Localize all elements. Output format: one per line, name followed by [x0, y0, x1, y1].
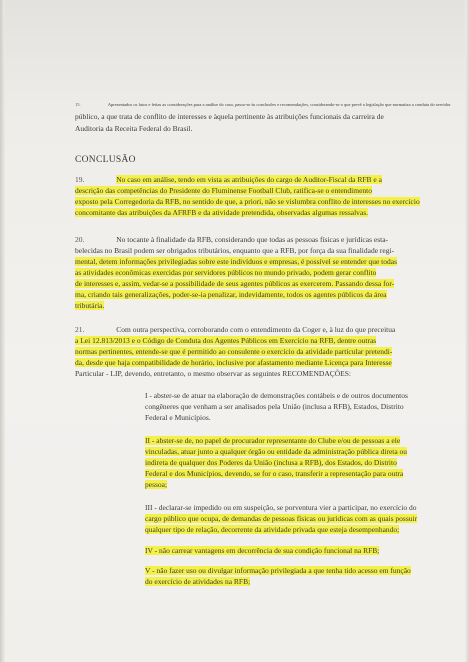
- recommendation-ii-line-4: [145, 469, 403, 478]
- paragraph-number: 19.: [75, 175, 85, 184]
- recommendation-ii-line-3: [145, 458, 397, 467]
- paragraph-20-line-5: [75, 279, 394, 288]
- recommendation-iii-line-2: [145, 514, 417, 523]
- highlighted-text: pessoa;: [145, 480, 168, 489]
- paragraph-number: 21.: [75, 325, 85, 334]
- recommendation-ii-line-5: [145, 480, 167, 489]
- recommendation-ii-line-2: [145, 447, 407, 456]
- recommendation-iii-line-3: [145, 525, 399, 534]
- section-title: CONCLUSÃO: [75, 155, 136, 165]
- paragraph-20-line-3: [75, 257, 397, 266]
- highlighted-text: exposto pela Corregedoria da RFB, no sentido de que, a priori, não se vislumbra conflito de interesses no exercício: [75, 197, 420, 206]
- paragraph-19-line-2: [75, 186, 372, 195]
- highlighted-text: do exercício de atividades na RFB;: [145, 577, 251, 586]
- paragraph-15-line-1: [75, 100, 451, 109]
- paragraph-20-line-2: belecidas no Brasil podem ser obrigados tributários, enquanto que a RFB, por força da sua finalidade regi-: [75, 246, 395, 255]
- recommendation-i-line-2: congêneres que venham a ser analisados pela União (inclusa a RFB), Estados, Distrito: [145, 402, 404, 411]
- paragraph-21-line-3: [75, 347, 392, 356]
- paragraph-number: 20.: [75, 235, 85, 244]
- recommendation-v-line-2: [145, 577, 250, 586]
- paragraph-19-line-4: [75, 208, 368, 217]
- highlighted-text: IV - não carrear vantagens em decorrência de sua condição funcional na RFB;: [145, 546, 380, 555]
- paragraph-21-line-1: [75, 325, 395, 334]
- paragraph-19-line-1: [75, 175, 382, 184]
- highlighted-text: qualquer tipo de relação, decorrente da atividade privada que esteja desempenhando;: [145, 525, 400, 534]
- page-left-edge-shadow: [0, 0, 5, 662]
- paragraph-21-line-4: [75, 358, 392, 367]
- highlighted-text: II - abster-se de, no papel de procurador representante do Clube e/ou de pessoas a ele: [145, 436, 401, 445]
- highlighted-text: as atividades econômicas exercidas por servidores públicos no mundo privado, podem gerar conflito: [75, 268, 377, 277]
- paragraph-21-line-2: [75, 336, 376, 345]
- paragraph-20-line-7: [75, 301, 104, 310]
- paragraph-20-line-4: [75, 268, 376, 277]
- highlighted-text: V - não fazer uso ou divulgar informação privilegiada a que tenha tido acesso em função: [145, 566, 411, 575]
- paragraph-21-line-5: Particular - LIP, devendo, entretanto, o mesmo observar as seguintes RECOMENDAÇÕES:: [75, 369, 351, 378]
- paragraph-text: No tocante à finalidade da RFB, considerando que todas as pessoas físicas e jurídicas esta-: [116, 235, 389, 244]
- recommendation-i-line-1: I - abster-se de atuar na elaboração de demonstrações contábeis e de outros documentos: [145, 391, 408, 400]
- paragraph-text: Com outra perspectiva, corroborando com o entendimento da Coger e, à luz do que preceitua: [116, 325, 396, 334]
- highlighted-text: tributária.: [75, 301, 105, 310]
- paragraph-19-line-3: [75, 197, 420, 206]
- highlighted-text: normas pertinentes, entende-se que é permitido ao consulente o exercício da atividade particular pretendi-: [75, 347, 393, 356]
- recommendation-iv-line-1: [145, 546, 379, 555]
- paragraph-15-line-3: Auditoria da Receita Federal do Brasil.: [75, 124, 193, 133]
- recommendation-iii-line-1: III - declarar-se impedido ou em suspeição, se porventura vier a participar, no exercício do: [145, 503, 417, 512]
- highlighted-text: da, desde que haja compatibilidade de horário, inclusive por afastamento mediante Licença para Interesse: [75, 358, 392, 367]
- highlighted-text: indireta de qualquer dos Poderes da União (inclusa a RFB), dos Estados, do Distrito: [145, 458, 397, 467]
- paragraph-15-line-2: público, a que trata de conflito de interesses e àquela pertinente às atribuições funcionais da carreira de: [75, 112, 384, 121]
- highlighted-text: concomitante das atribuições da AFRFB e da atividade pretendida, observadas algumas ressalvas.: [75, 208, 369, 217]
- highlighted-text: ma, criando tais generalizações, poder-se-ia penalizar, indevidamente, todos os agentes públicos da área: [75, 290, 387, 299]
- highlighted-text: descrição das competências do Presidente do Fluminense Football Club, ratifica-se o entendimento: [75, 186, 373, 195]
- recommendation-v-line-1: [145, 566, 411, 575]
- highlighted-text: a Lei 12.813/2013 e o Código de Conduta dos Agentes Públicos em Exercício na RFB, dentre outras: [75, 336, 377, 345]
- highlighted-text: de interesses e, assim, vedar-se a possibilidade de seus agentes públicos as exercerem. Passando dessa for-: [75, 279, 395, 288]
- highlighted-text: cargo público que ocupa, de demandas de pessoas físicas ou jurídicas com as quais possuir: [145, 514, 418, 523]
- paragraph-number: 15.: [75, 102, 81, 107]
- recommendation-i-line-3: Federal e Municípios.: [145, 413, 211, 422]
- paragraph-20-line-1: [75, 235, 388, 244]
- highlighted-text: vinculadas, atuar junto a qualquer órgão ou entidade da administração pública direta ou: [145, 447, 408, 456]
- highlighted-text: No caso em análise, tendo em vista as atribuições do cargo de Auditor-Fiscal da RFB e a: [116, 175, 382, 184]
- paragraph-20-line-6: [75, 290, 387, 299]
- recommendation-ii-line-1: [145, 436, 400, 445]
- highlighted-text: mental, detem informações privilegiadas sobre este indivíduos e empresas, é possível se entender que todas: [75, 257, 397, 266]
- paragraph-text: Apresentados os fatos e feitas as considerações para a análise do caso, passo-se às conclusões e recomendações, considerando-se o que prevê a legislação que normatiza a conduta do servidor: [107, 102, 451, 107]
- page-right-edge-shadow: [465, 0, 469, 662]
- highlighted-text: Federal e dos Municípios, devendo, se for o caso, transferir a representação para outra: [145, 469, 404, 478]
